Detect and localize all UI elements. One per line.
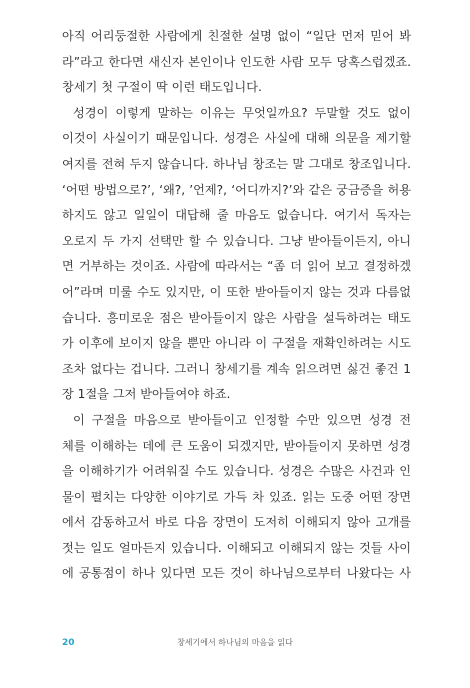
page-footer	[0, 636, 470, 650]
text-line: 에 공통점이 하나 있다면 모든 것이 하나님으로부터 나왔다는 사	[62, 566, 411, 581]
text-line: ‘어떤 방법으로?’, ‘왜?, ’언제?, ‘어디까지?’와 같은 궁금증을 허용	[62, 182, 411, 197]
text-line: 이 구절을 마음으로 받아들이고 인정할 수만 있으면 성경 전	[73, 412, 411, 427]
text-line: 조차 없다는 겁니다. 그러니 창세기를 계속 읽으려면 싫건 좋건 1	[62, 361, 411, 376]
text-line: 면 거부하는 것이죠. 사람에 따라서는 “좀 더 읽어 보고 결정하겠	[62, 259, 411, 274]
text-line: 물이 펼치는 다양한 이야기로 가득 차 있죠. 읽는 도중 어떤 장면	[62, 489, 411, 504]
body-text	[62, 24, 411, 587]
text-line: 어”라며 미룰 수도 있지만, 이 또한 받아들이지 않는 것과 다름없	[62, 284, 411, 299]
text-line: 체를 이해하는 데에 큰 도움이 되겠지만, 받아들이지 못하면 성경	[62, 438, 411, 453]
text-line: 습니다. 흥미로운 점은 받아들이지 않은 사람을 설득하려는 태도	[62, 310, 411, 325]
text-line: 이것이 사실이기 때문입니다. 성경은 사실에 대해 의문을 제기할	[62, 131, 411, 146]
text-line: 성경이 이렇게 말하는 이유는 무엇일까요? 두말할 것도 없이	[73, 105, 411, 120]
text-line: 에서 감동하고서 바로 다음 장면이 도저히 이해되지 않아 고개를	[62, 515, 411, 530]
text-line: 젓는 일도 얼마든지 있습니다. 이해되고 이해되지 않는 것들 사이	[62, 540, 411, 555]
text-line: 을 이해하기가 어려워질 수도 있습니다. 성경은 수많은 사건과 인	[62, 464, 411, 479]
running-title: 창세기에서 하나님의 마음을 읽다	[177, 638, 293, 647]
text-line: 장 1절을 그저 받아들여야 하죠.	[62, 387, 231, 402]
text-line: 창세기 첫 구절이 딱 이런 태도입니다.	[62, 80, 262, 95]
text-line: 오로지 두 가지 선택만 할 수 있습니다. 그냥 받아들이든지, 아니	[62, 233, 411, 248]
text-line: 아직 어리둥절한 사람에게 친절한 설명 없이 “일단 먼저 믿어 봐	[62, 29, 411, 43]
text-line: 가 이후에 보이지 않을 뿐만 아니라 이 구절을 재확인하려는 시도	[62, 336, 411, 351]
page-number: 20	[62, 638, 75, 648]
text-line: 하지도 않고 일일이 대답해 줄 마음도 없습니다. 여기서 독자는	[62, 208, 411, 223]
text-line: 여지를 전혀 두지 않습니다. 하나님 창조는 말 그대로 창조입니다.	[62, 156, 411, 171]
text-line: 라”라고 한다면 새신자 본인이나 인도한 사람 모두 당혹스럽겠죠.	[62, 54, 411, 69]
